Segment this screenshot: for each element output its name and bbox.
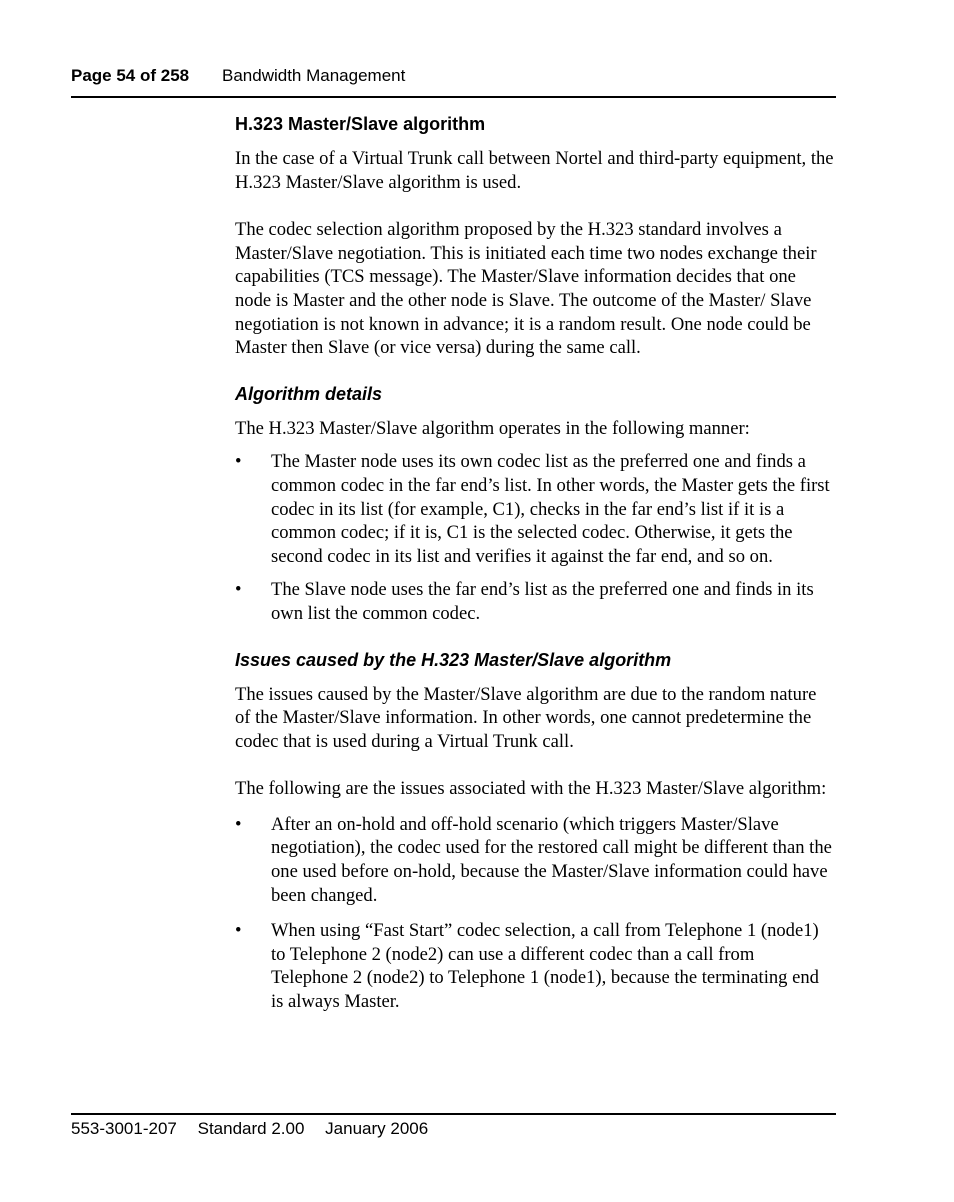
list-item-text: The Slave node uses the far end’s list as the preferred one and finds in its own list the common codec.: [271, 579, 814, 624]
list-item-text: After an on-hold and off-hold scenario (which triggers Master/Slave negotiation), the codec used for the restored call might be different than the one used before on-hold, because the Master/Slave information could have been changed.: [271, 813, 832, 906]
page-footer: [71, 1113, 836, 1139]
bullet-icon: •: [235, 920, 242, 942]
bullet-icon: •: [235, 451, 242, 473]
list-item-text: When using “Fast Start” codec selection, a call from Telephone 1 (node1) to Telephone 2 (node2) can use a different codec than a call from Telephone 2 (node2) to Telephone 1 (node1), because the terminating end is always Master.: [271, 920, 819, 1013]
issues-bullet-list: [235, 813, 835, 1014]
details-intro-paragraph: The H.323 Master/Slave algorithm operates in the following manner:: [235, 417, 750, 439]
list-item-text: The Master node uses its own codec list as the preferred one and finds a common codec in the far end’s list. In other words, the Master gets the first codec in its list (for example, C1), checks in the far end’s list if it is a common codec; if it is, C1 is the selected codec. Otherwise, it gets the second codec in its list and verifies it against the far end, and so on.: [271, 451, 830, 567]
section-heading: H.323 Master/Slave algorithm: [235, 114, 486, 134]
doc-date: January 2006: [325, 1119, 429, 1138]
doc-number: 553-3001-207: [71, 1119, 177, 1138]
page-header: [71, 66, 836, 98]
intro-paragraph-2: The codec selection algorithm proposed by the H.323 standard involves a Master/Slave negotiation. This is initiated each time two nodes exchange their capabilities (TCS message). The Master/Slave information decides that one node is Master and the other node is Slave. The outcome of the Master/ Slave negotiation is not known in advance; it is a random result. One node could be Master then Slave (or vice versa) during the same call.: [235, 219, 817, 359]
subheading-algorithm-details: Algorithm details: [235, 383, 383, 404]
bullet-icon: •: [235, 579, 242, 601]
page-number: Page 54 of 258: [71, 66, 190, 85]
bullet-icon: •: [235, 813, 242, 835]
section-title: Bandwidth Management: [222, 66, 406, 85]
list-item: [235, 450, 835, 568]
details-bullet-list: [235, 450, 835, 625]
issues-paragraph-2: The following are the issues associated with the H.323 Master/Slave algorithm:: [235, 778, 827, 800]
list-item: [235, 578, 835, 625]
doc-standard: Standard 2.00: [197, 1119, 305, 1138]
list-item: [235, 813, 835, 907]
intro-paragraph-1: In the case of a Virtual Trunk call between Nortel and third-party equipment, the H.323 Master/Slave algorithm is used.: [235, 148, 834, 193]
subheading-issues: Issues caused by the H.323 Master/Slave algorithm: [235, 649, 672, 670]
issues-paragraph-1: The issues caused by the Master/Slave algorithm are due to the random nature of the Master/Slave information. In other words, one cannot predetermine the codec that is used during a Virtual Trunk call.: [235, 683, 817, 752]
list-item: [235, 919, 835, 1013]
main-content: [235, 112, 835, 1014]
